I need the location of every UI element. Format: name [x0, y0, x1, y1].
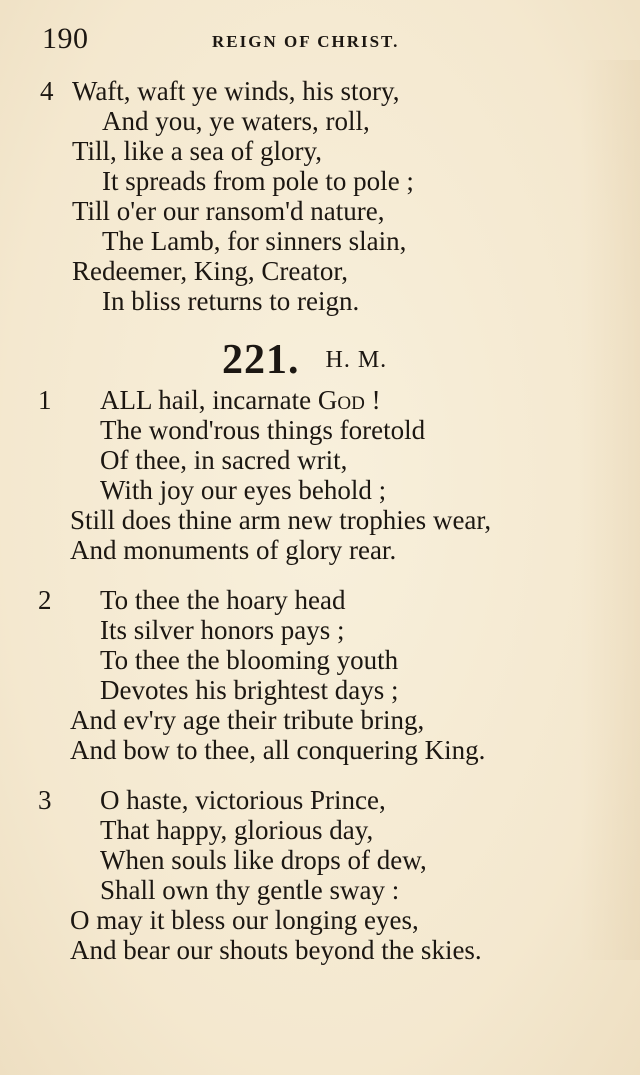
verse-line-text: ALL hail, incarnate: [100, 385, 318, 415]
verse-line: The wond'rous things foretold: [100, 415, 426, 445]
verse-line-punct: !: [364, 385, 381, 415]
verse-number: 2: [38, 585, 52, 615]
verse-line: And monuments of glory rear.: [70, 535, 397, 565]
verse-line: That happy, glorious day,: [100, 815, 374, 845]
verse-line: And you, ye waters, roll,: [102, 106, 370, 136]
verse-line: And bow to thee, all conquering King.: [70, 735, 486, 765]
verse-number: 3: [38, 785, 52, 815]
verse-line: To thee the blooming youth: [100, 645, 399, 675]
small-caps-word: God: [317, 385, 365, 415]
bleed-through-shadow: [580, 60, 640, 960]
verse-line: Till, like a sea of glory,: [72, 136, 322, 166]
verse-line: Shall own thy gentle sway :: [100, 875, 400, 905]
verse-line: [100, 385, 381, 415]
page-number: 190: [42, 22, 89, 55]
verse-line: O haste, victorious Prince,: [100, 785, 386, 815]
verse-line: Its silver honors pays ;: [100, 615, 345, 645]
verse-line: When souls like drops of dew,: [100, 845, 427, 875]
verse-number: 4: [40, 76, 54, 106]
page-header: [42, 22, 602, 58]
verse-line: And bear our shouts beyond the skies.: [70, 935, 482, 965]
verse-number: 1: [38, 385, 52, 415]
verse-line: Still does thine arm new trophies wear,: [70, 505, 492, 535]
verse-line: The Lamb, for sinners slain,: [102, 226, 407, 256]
verse-line: Of thee, in sacred writ,: [100, 445, 348, 475]
verse-line: And ev'ry age their tribute bring,: [70, 705, 425, 735]
verse-line: Till o'er our ransom'd nature,: [72, 196, 385, 226]
verse-line: O may it bless our longing eyes,: [70, 905, 419, 935]
verse-line: Waft, waft ye winds, his story,: [72, 76, 400, 106]
verse-line: It spreads from pole to pole ;: [102, 166, 414, 196]
verse-line: Devotes his brightest days ;: [100, 675, 399, 705]
verse-line: Redeemer, King, Creator,: [72, 256, 348, 286]
hymn-meter: H. M.: [325, 347, 388, 373]
hymn-title: [222, 336, 387, 382]
verse-line: With joy our eyes behold ;: [100, 475, 387, 505]
hymn-number: 221.: [222, 337, 300, 383]
verse-line: To thee the hoary head: [100, 585, 346, 615]
running-head: REIGN OF CHRIST.: [212, 32, 400, 51]
verse-line: In bliss returns to reign.: [102, 286, 360, 316]
